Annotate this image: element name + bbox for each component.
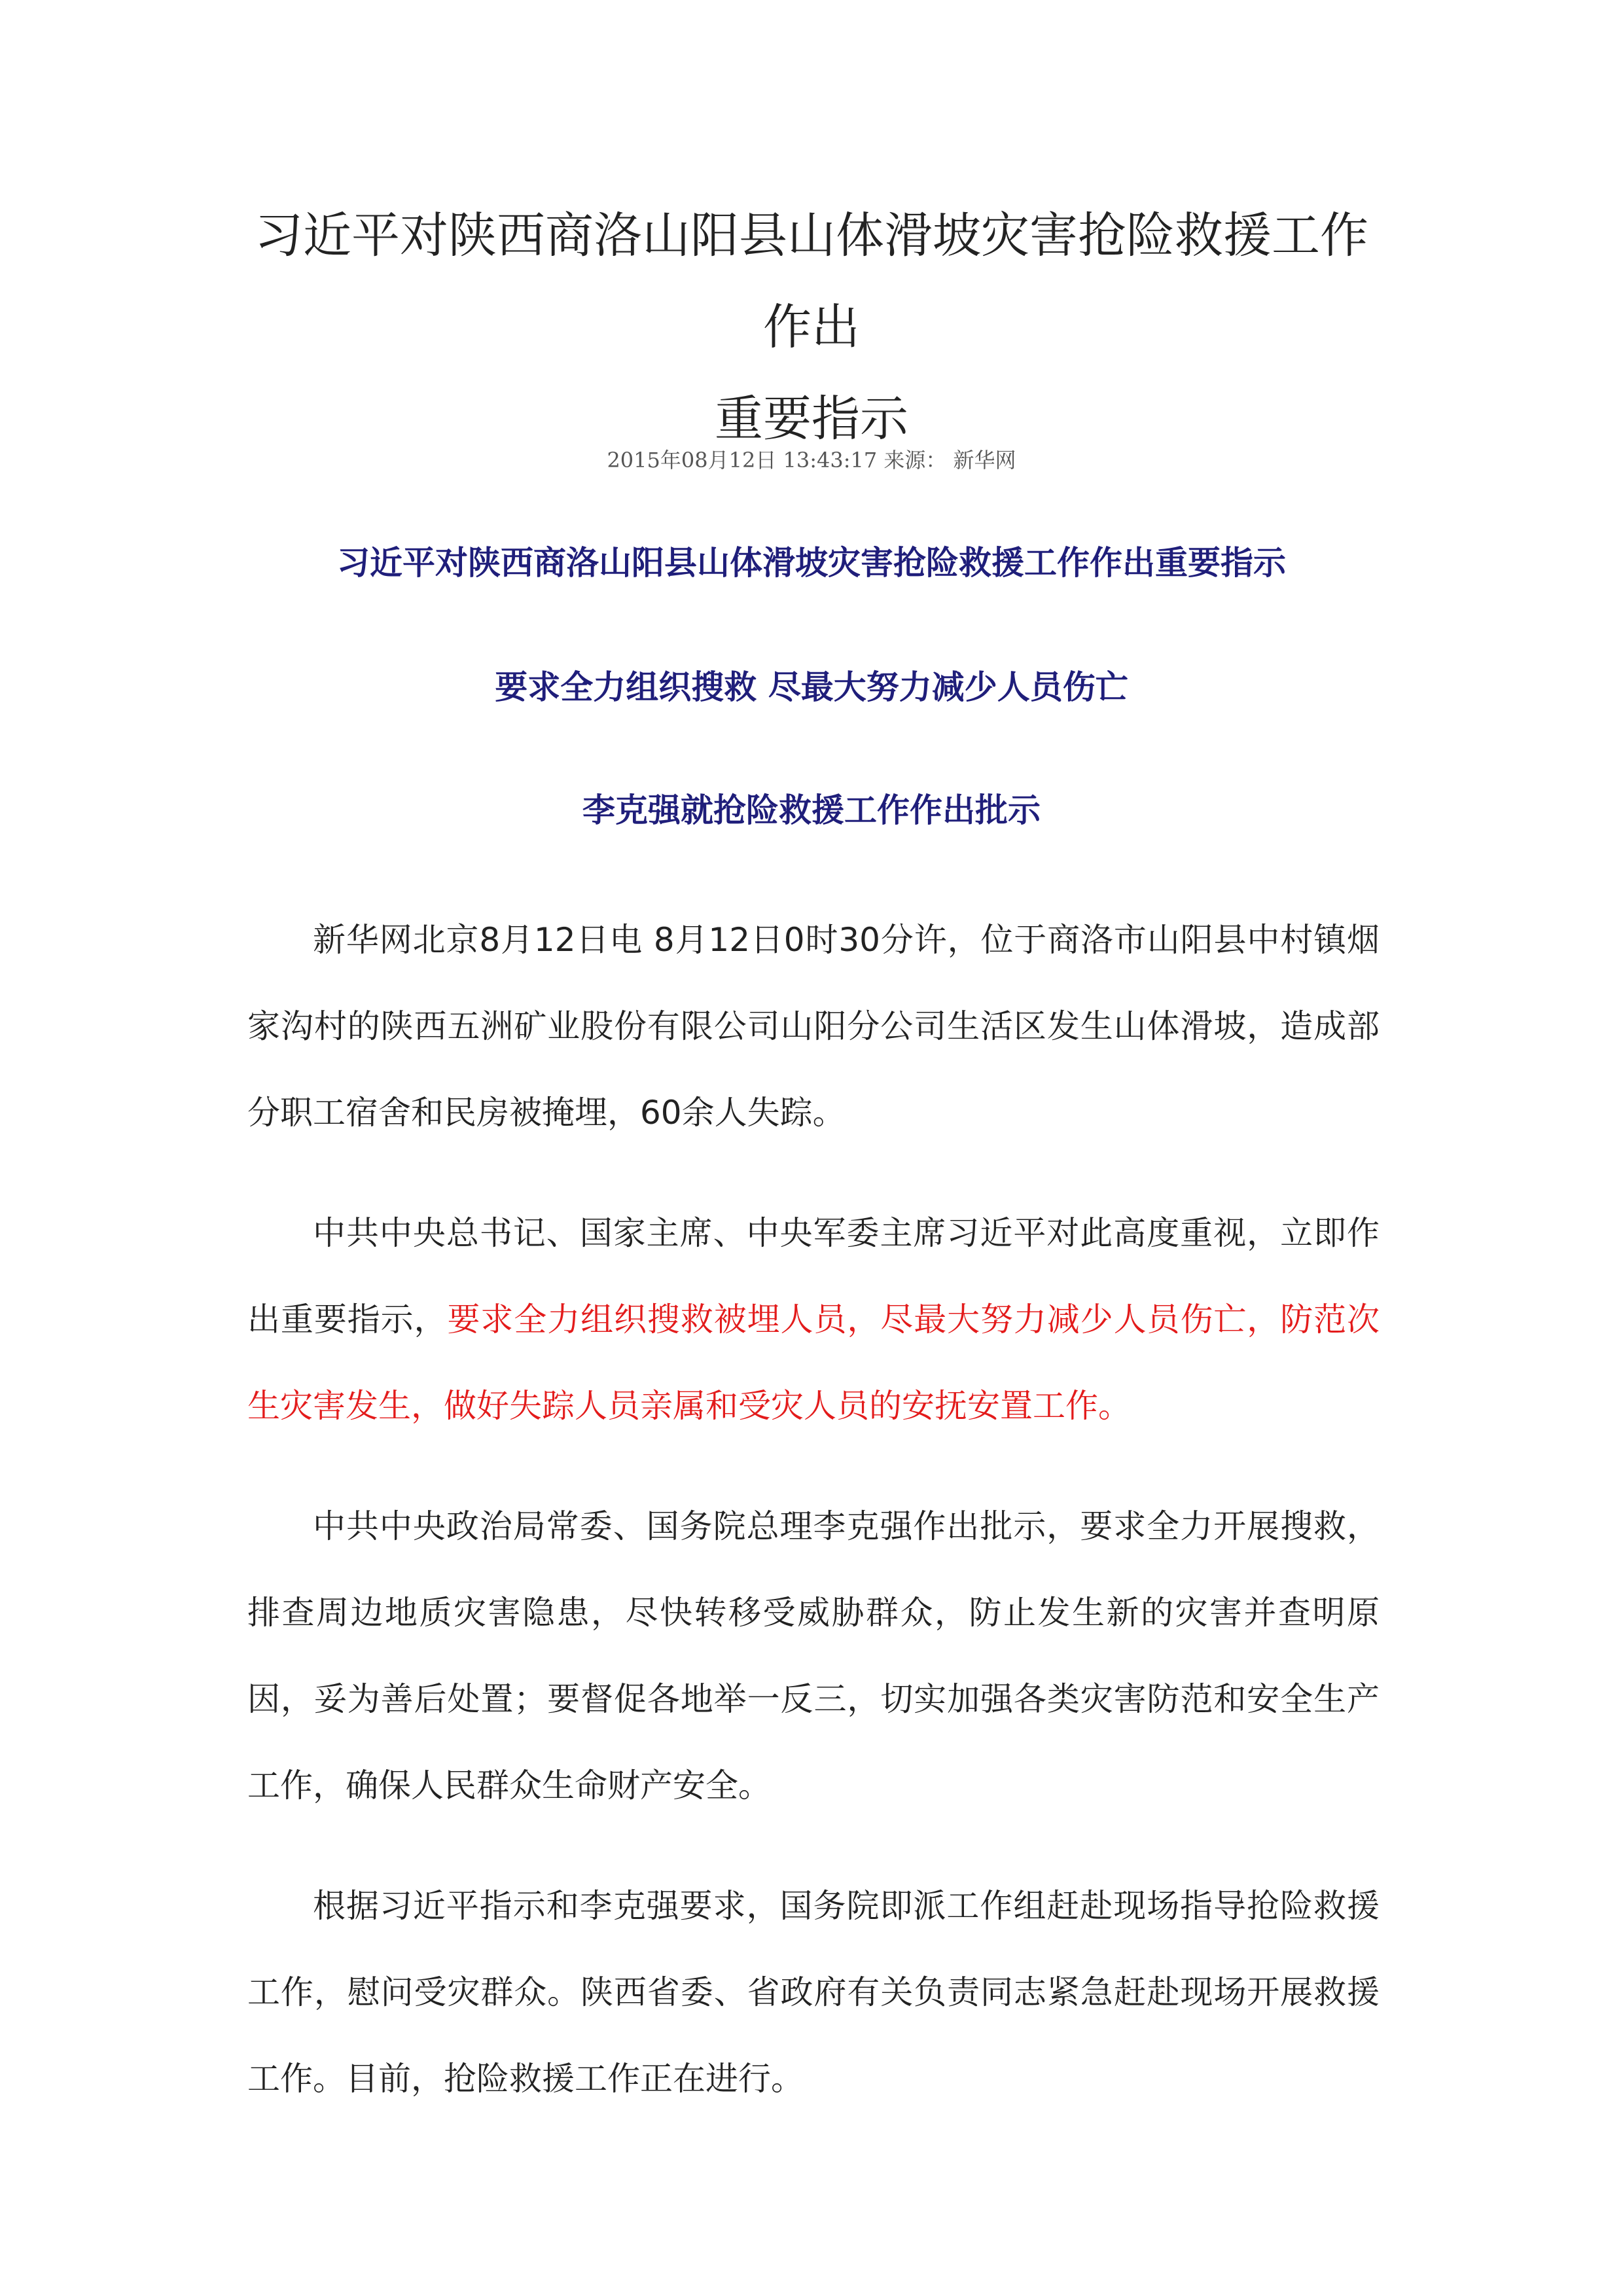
headline-1: 习近平对陕西商洛山阳县山体滑坡灾害抢险救援工作作出重要指示	[337, 544, 1286, 582]
paragraph-4: 根据习近平指示和李克强要求，国务院即派工作组赶赴现场指导抢险救援工作，慰问受灾群众。陕西省委、省政府有关负责同志紧急赶赴现场开展救援工作。目前，抢险救援工作正在进行。	[247, 1887, 1380, 2098]
paragraph-1: 新华网北京8月12日电 8月12日0时30分许，位于商洛市山阳县中村镇烟家沟村的陕西五洲矿业股份有限公司山阳分公司生活区发生山体滑坡，造成部分职工宿舍和民房被掩埋，60余人失踪。	[247, 921, 1380, 1132]
article-meta: 2015年08月12日 13:43:17 来源： 新华网	[607, 448, 1016, 473]
paragraph-2	[247, 1190, 1380, 1449]
paragraph-3: 中共中央政治局常委、国务院总理李克强作出批示，要求全力开展搜救，排查周边地质灾害隐患，尽快转移受威胁群众，防止发生新的灾害并查明原因，妥为善后处置；要督促各地举一反三，切实加强各类灾害防范和安全生产工作，确保人民群众生命财产安全。	[247, 1507, 1380, 1804]
headline-3: 李克强就抢险救援工作作出批示	[582, 791, 1041, 829]
article-title	[236, 190, 1387, 465]
article-title-line1: 习近平对陕西商洛山阳县山体滑坡灾害抢险救援工作作出	[255, 207, 1368, 355]
paragraph-2-highlight: 要求全力组织搜救被埋人员，尽最大努力减少人员伤亡，防范次生灾害发生，做好失踪人员亲属和受灾人员的安抚安置工作。	[247, 1300, 1380, 1425]
headline-2: 要求全力组织搜救 尽最大努力减少人员伤亡	[495, 668, 1128, 706]
paragraph-2-text: 中共中央总书记、国家主席、中央军委主席习近平对此高度重视，立即作出重要指示，	[247, 1214, 1380, 1338]
article-title-line2: 重要指示	[715, 391, 908, 447]
